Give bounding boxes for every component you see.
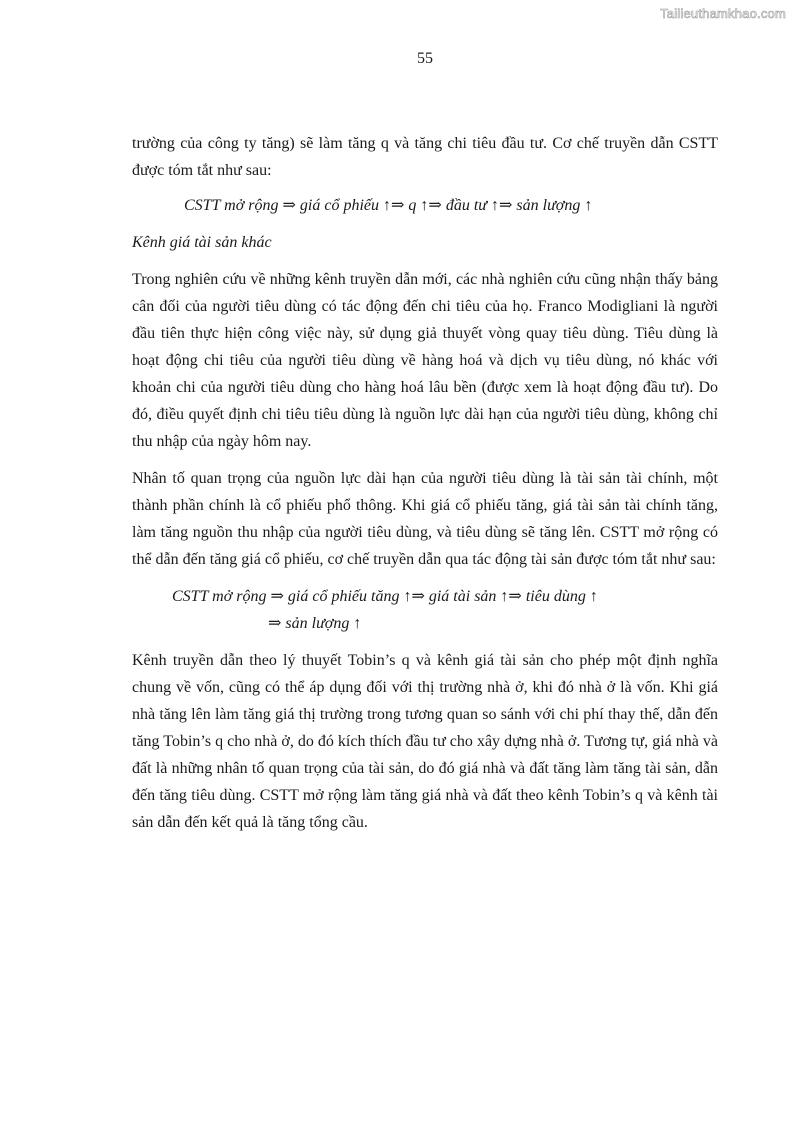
- paragraph-2: Trong nghiên cứu về những kênh truyền dẫn mới, các nhà nghiên cứu cũng nhận thấy bảng cân đối của người tiêu dùng có tác động đến chi tiêu của họ. Franco Modigliani là người đầu tiên thực hiện công việc này, sử dụng giả thuyết vòng quay tiêu dùng. Tiêu dùng là hoạt động chi tiêu của người tiêu dùng về hàng hoá và dịch vụ tiêu dùng, nó khác với khoản chi của người tiêu dùng cho hàng hoá lâu bền (được xem là hoạt động đầu tư). Do đó, điều quyết định chi tiêu tiêu dùng là nguồn lực dài hạn của người tiêu dùng, không chỉ thu nhập của ngày hôm nay.: [132, 271, 718, 450]
- paragraph-3: Nhân tố quan trọng của nguồn lực dài hạn của người tiêu dùng là tài sản tài chính, một thành phần chính là cổ phiếu phổ thông. Khi giá cổ phiếu tăng, giá tài sản tài chính tăng, làm tăng nguồn thu nhập của người tiêu dùng, và tiêu dùng sẽ tăng lên. CSTT mở rộng có thể dẫn đến tăng giá cổ phiếu, cơ chế truyền dẫn qua tác động tài sản được tóm tắt như sau:: [132, 470, 718, 568]
- formula-asset-channel-line-1: CSTT mở rộng ⇒ giá cổ phiếu tăng ↑⇒ giá tài sản ↑⇒ tiêu dùng ↑: [172, 588, 598, 605]
- watermark: Tailieuthamkhao.com: [660, 6, 786, 21]
- paragraph-1: trường của công ty tăng) sẽ làm tăng q và tăng chi tiêu đầu tư. Cơ chế truyền dẫn CSTT được tóm tắt như sau:: [132, 135, 718, 179]
- formula-stock-price-channel: CSTT mở rộng ⇒ giá cổ phiếu ↑⇒ q ↑⇒ đầu tư ↑⇒ sản lượng ↑: [184, 197, 593, 214]
- paragraph-4: Kênh truyền dẫn theo lý thuyết Tobin’s q và kênh giá tài sản cho phép một định nghĩa chung về vốn, cũng có thể áp dụng đối với thị trường nhà ở, khi đó nhà ở là vốn. Khi giá nhà tăng lên làm tăng giá thị trường trong tương quan so sánh với chi phí thay thế, dẫn đến tăng Tobin’s q cho nhà ở, do đó kích thích đầu tư cho xây dựng nhà ở. Tương tự, giá nhà và đất là những nhân tố quan trọng của tài sản, do đó giá nhà và đất tăng làm tăng tài sản, dẫn đến tăng tiêu dùng. CSTT mở rộng làm tăng giá nhà và đất theo kênh Tobin’s q và kênh tài sản dẫn đến kết quả là tăng tổng cầu.: [132, 652, 718, 831]
- page-number: 55: [417, 50, 433, 67]
- formula-asset-channel-line-2: ⇒ sản lượng ↑: [268, 615, 362, 632]
- section-heading: Kênh giá tài sản khác: [132, 234, 272, 251]
- document-body: [132, 130, 718, 846]
